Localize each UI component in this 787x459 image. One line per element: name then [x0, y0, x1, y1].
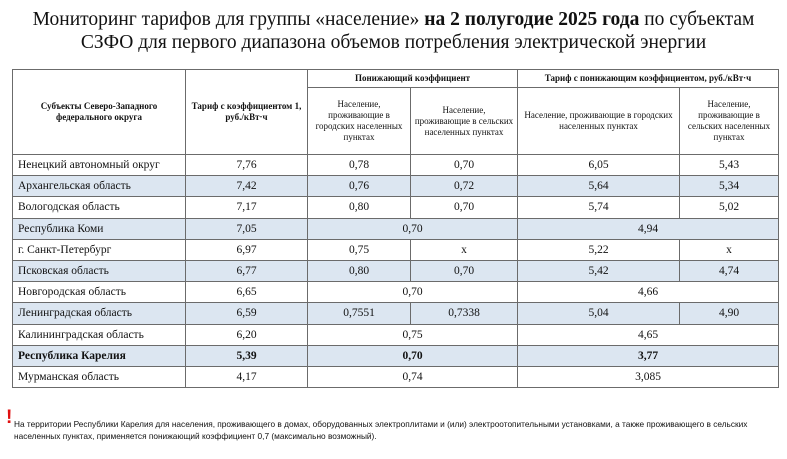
title-period: на 2 полугодие 2025 года — [424, 9, 640, 30]
footnote — [6, 407, 776, 442]
table-row — [13, 303, 779, 324]
cell-tariff-urban: 5,22 — [518, 239, 680, 260]
tariff-table — [12, 69, 779, 388]
header-coef-rural: Население, проживающие в сельских населенных пунктах — [411, 88, 518, 155]
cell-region: г. Санкт-Петербург — [13, 239, 186, 260]
cell-coef-urban: 0,80 — [308, 260, 411, 281]
cell-coef-merged: 0,75 — [308, 324, 518, 345]
cell-tariff1: 6,59 — [186, 303, 308, 324]
header-tariff-rural: Население, проживающие в сельских населенных пунктах — [680, 88, 779, 155]
cell-region: Калининградская область — [13, 324, 186, 345]
cell-region: Архангельская область — [13, 176, 186, 197]
header-tariff1: Тариф с коэффициентом 1, руб./кВт·ч — [186, 70, 308, 155]
cell-tariff1: 7,42 — [186, 176, 308, 197]
cell-region: Псковская область — [13, 260, 186, 281]
cell-region: Мурманская область — [13, 366, 186, 387]
cell-tariff1: 7,05 — [186, 218, 308, 239]
cell-tariff1: 6,65 — [186, 282, 308, 303]
cell-region: Республика Коми — [13, 218, 186, 239]
cell-tariff-urban: 5,42 — [518, 260, 680, 281]
exclamation-icon: ! — [6, 407, 13, 428]
table-row — [13, 155, 779, 176]
cell-tariff-rural: 4,74 — [680, 260, 779, 281]
cell-coef-urban: 0,80 — [308, 197, 411, 218]
table-row-highlighted — [13, 345, 779, 366]
cell-coef-merged: 0,70 — [308, 218, 518, 239]
header-tariff-group: Тариф с понижающим коэффициентом, руб./кВт·ч — [518, 70, 779, 88]
cell-region: Вологодская область — [13, 197, 186, 218]
cell-region: Новгородская область — [13, 282, 186, 303]
cell-coef-rural: x — [411, 239, 518, 260]
table-row — [13, 324, 779, 345]
header-coef-group: Понижающий коэффициент — [308, 70, 518, 88]
cell-tariff1: 7,17 — [186, 197, 308, 218]
cell-region: Ненецкий автономный округ — [13, 155, 186, 176]
table-row — [13, 218, 779, 239]
cell-tariff-merged: 4,66 — [518, 282, 779, 303]
table-row — [13, 197, 779, 218]
cell-tariff-rural: 5,34 — [680, 176, 779, 197]
cell-tariff-merged: 3,77 — [518, 345, 779, 366]
cell-tariff1: 6,20 — [186, 324, 308, 345]
table-row — [13, 366, 779, 387]
table-row — [13, 282, 779, 303]
cell-coef-rural: 0,7338 — [411, 303, 518, 324]
cell-coef-urban: 0,7551 — [308, 303, 411, 324]
title-part3: по субъектам — [644, 9, 755, 30]
header-region: Субъекты Северо-Западного федерального округа — [13, 70, 186, 155]
cell-coef-urban: 0,75 — [308, 239, 411, 260]
cell-tariff1: 4,17 — [186, 366, 308, 387]
cell-tariff-urban: 5,74 — [518, 197, 680, 218]
cell-tariff-merged: 4,65 — [518, 324, 779, 345]
title-line2: СЗФО для первого диапазона объемов потребления электрической энергии — [80, 32, 707, 53]
cell-tariff-merged: 4,94 — [518, 218, 779, 239]
cell-coef-rural: 0,70 — [411, 260, 518, 281]
header-tariff-urban: Население, проживающие в городских населенных пунктах — [518, 88, 680, 155]
cell-coef-rural: 0,70 — [411, 197, 518, 218]
cell-tariff-urban: 5,04 — [518, 303, 680, 324]
cell-tariff1: 7,76 — [186, 155, 308, 176]
cell-tariff1: 6,77 — [186, 260, 308, 281]
table-row — [13, 176, 779, 197]
cell-tariff1: 6,97 — [186, 239, 308, 260]
cell-coef-merged: 0,74 — [308, 366, 518, 387]
cell-coef-urban: 0,76 — [308, 176, 411, 197]
cell-tariff1: 5,39 — [186, 345, 308, 366]
cell-tariff-rural: 5,02 — [680, 197, 779, 218]
header-coef-urban: Население, проживающие в городских населенных пунктах — [308, 88, 411, 155]
cell-coef-rural: 0,70 — [411, 155, 518, 176]
cell-tariff-rural: 5,43 — [680, 155, 779, 176]
cell-coef-merged: 0,70 — [308, 282, 518, 303]
table-row — [13, 239, 779, 260]
cell-tariff-urban: 5,64 — [518, 176, 680, 197]
footnote-text: На территории Республики Карелия для населения, проживающего в домах, оборудованных электроплитами и (или) электроотопительными установками, а также проживающего в сельских населенных пунктах, применяется понижающий коэффициент 0,7 (максимально возможный). — [14, 419, 748, 441]
cell-coef-urban: 0,78 — [308, 155, 411, 176]
page-title — [0, 8, 787, 54]
cell-region: Республика Карелия — [13, 345, 186, 366]
cell-tariff-merged: 3,085 — [518, 366, 779, 387]
cell-region: Ленинградская область — [13, 303, 186, 324]
cell-tariff-rural: 4,90 — [680, 303, 779, 324]
table-row — [13, 260, 779, 281]
cell-tariff-urban: 6,05 — [518, 155, 680, 176]
cell-tariff-rural: x — [680, 239, 779, 260]
cell-coef-merged: 0,70 — [308, 345, 518, 366]
cell-coef-rural: 0,72 — [411, 176, 518, 197]
title-part1: Мониторинг тарифов для группы «население» — [32, 9, 420, 30]
